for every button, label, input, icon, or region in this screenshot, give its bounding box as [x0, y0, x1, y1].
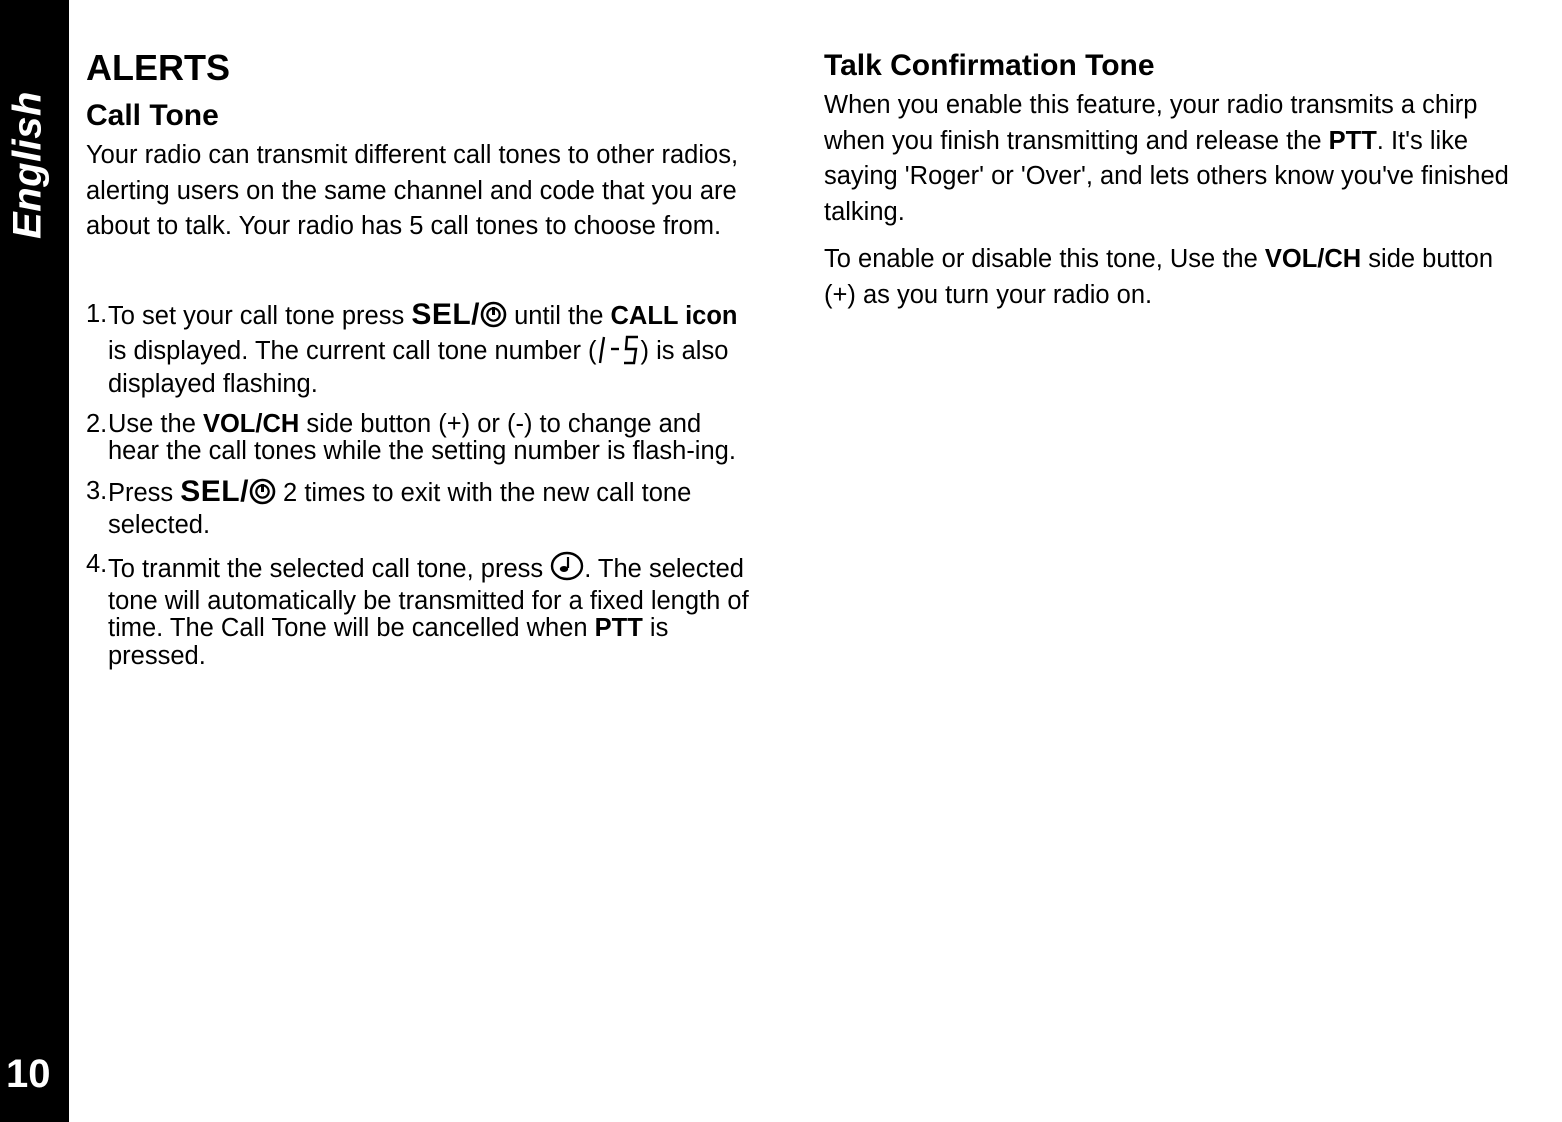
talk-confirmation-description: When you enable this feature, your radio transmits a chirp when you finish transmitting and release the PTT. It's like saying 'Roger' or 'Over', and lets others know you've finished talking.	[824, 91, 1509, 227]
talk-confirmation-heading: Talk Confirmation Tone	[824, 49, 1155, 82]
power-button-icon	[249, 478, 276, 512]
vol-ch-label: VOL/CH	[1264, 244, 1362, 273]
step-1: 1. To set your call tone press SEL/ until the CALL icon is displayed. The current call tone number ( ) is also displayed flashing.	[86, 298, 738, 399]
side-bar	[0, 0, 69, 1122]
sel-button-label: SEL/	[180, 475, 249, 509]
step-number: 2.	[86, 409, 108, 438]
sel-button-label: SEL/	[411, 298, 480, 332]
page-number: 10	[6, 1052, 51, 1096]
call-tone-intro: Your radio can transmit different call tones to other radios, alerting users on the same channel and code that you are about to talk. Your radio has 5 call tones to choose from.	[86, 141, 739, 241]
ptt-label: PTT	[1328, 126, 1377, 155]
right-column	[824, 48, 1514, 313]
step-number: 1.	[86, 300, 108, 329]
section-title: ALERTS	[86, 47, 230, 88]
step-3: 3. Press SEL/ 2 times to exit with the new call tone selected.	[86, 475, 692, 539]
language-tab-label: English	[5, 91, 50, 239]
call-tone-button-icon	[550, 551, 584, 588]
call-tone-steps	[86, 298, 758, 671]
call-icon-label: CALL icon	[610, 302, 738, 331]
talk-confirmation-enable: To enable or disable this tone, Use the VOL/CH side button (+) as you turn your radio on.	[824, 244, 1494, 309]
step-number: 4.	[86, 550, 108, 579]
language-tab	[0, 90, 56, 240]
call-tone-heading: Call Tone	[86, 99, 219, 132]
step-4: 4. To tranmit the selected call tone, press . The selected tone will automatically be transmitted for a fixed length of time. The Call Tone will be cancelled when PTT is pressed.	[86, 550, 749, 671]
step-2: 2. Use the VOL/CH side button (+) or (-) to change and hear the call tones while the setting number is flash-ing.	[86, 409, 736, 466]
left-column	[86, 48, 758, 683]
step-number: 3.	[86, 477, 108, 506]
ptt-label: PTT	[594, 614, 643, 643]
power-button-icon	[480, 301, 507, 335]
lcd-digits-1-5-icon	[597, 335, 641, 372]
vol-ch-label: VOL/CH	[202, 409, 300, 438]
